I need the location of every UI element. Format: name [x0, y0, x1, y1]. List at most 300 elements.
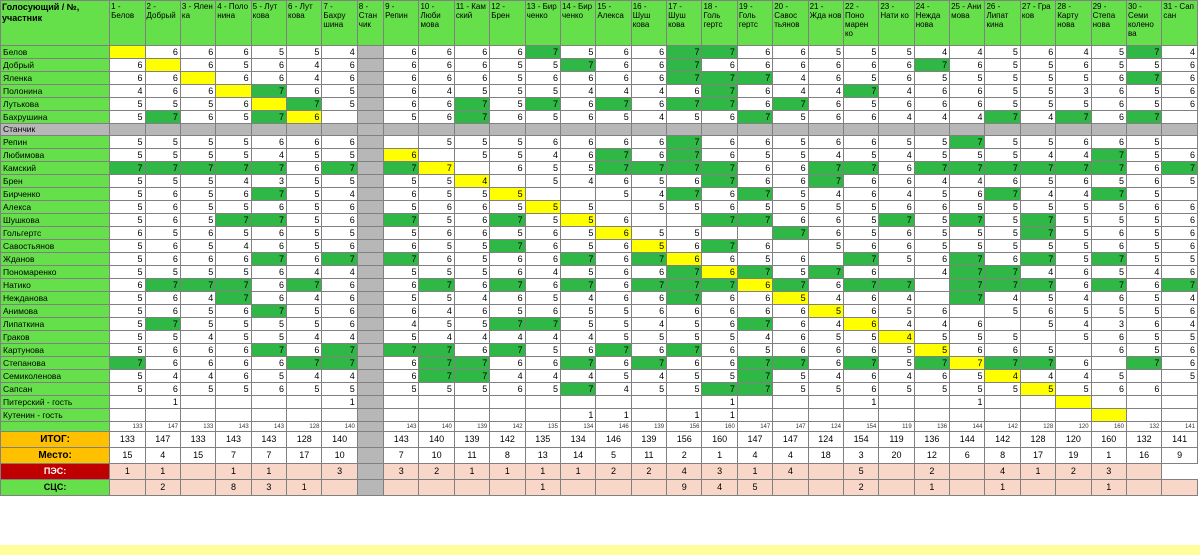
score-cell[interactable]: 5: [490, 136, 525, 149]
score-cell[interactable]: 5: [1126, 85, 1161, 98]
score-cell[interactable]: 5: [1126, 240, 1161, 253]
column-header[interactable]: 8 - Стан чик: [357, 1, 383, 46]
score-cell[interactable]: 4: [110, 85, 145, 98]
score-cell[interactable]: 6: [773, 59, 808, 72]
score-cell[interactable]: 5: [180, 318, 215, 331]
score-cell[interactable]: [357, 240, 383, 253]
score-cell[interactable]: 7: [914, 59, 949, 72]
score-cell[interactable]: 7: [216, 162, 251, 175]
score-cell[interactable]: 4: [631, 370, 666, 383]
score-cell[interactable]: 6: [560, 98, 595, 111]
score-cell[interactable]: 6: [702, 111, 737, 124]
score-cell[interactable]: 4: [1056, 149, 1091, 162]
score-cell[interactable]: 6: [737, 162, 772, 175]
score-cell[interactable]: 5: [667, 331, 702, 344]
score-cell[interactable]: 5: [1056, 214, 1091, 227]
score-cell[interactable]: 6: [808, 227, 843, 240]
score-cell[interactable]: 7: [737, 72, 772, 85]
score-cell[interactable]: 6: [419, 253, 454, 266]
score-cell[interactable]: 6: [737, 292, 772, 305]
score-cell[interactable]: 6: [322, 136, 357, 149]
score-cell[interactable]: [631, 124, 666, 136]
score-cell[interactable]: 5: [985, 331, 1020, 344]
score-cell[interactable]: 5: [216, 59, 251, 72]
score-cell[interactable]: 6: [251, 227, 286, 240]
score-cell[interactable]: [180, 396, 215, 409]
score-cell[interactable]: 7: [287, 98, 322, 111]
score-cell[interactable]: 4: [287, 72, 322, 85]
column-header[interactable]: 9 - Репин: [384, 1, 419, 46]
score-cell[interactable]: 5: [843, 227, 878, 240]
score-cell[interactable]: 5: [667, 370, 702, 383]
score-cell[interactable]: 7: [950, 136, 985, 149]
score-cell[interactable]: 7: [110, 357, 145, 370]
score-cell[interactable]: 5: [490, 98, 525, 111]
score-cell[interactable]: 5: [145, 331, 180, 344]
score-cell[interactable]: 6: [251, 240, 286, 253]
score-cell[interactable]: 6: [702, 305, 737, 318]
score-cell[interactable]: [110, 124, 145, 136]
score-cell[interactable]: [384, 396, 419, 409]
score-cell[interactable]: [1162, 111, 1198, 124]
score-cell[interactable]: 6: [1162, 85, 1198, 98]
score-cell[interactable]: 5: [490, 59, 525, 72]
score-cell[interactable]: 7: [322, 344, 357, 357]
score-cell[interactable]: 7: [216, 292, 251, 305]
column-header[interactable]: 26 - Липат кина: [985, 1, 1020, 46]
score-cell[interactable]: [1056, 409, 1091, 422]
score-cell[interactable]: 5: [1056, 305, 1091, 318]
score-cell[interactable]: 6: [1020, 46, 1055, 59]
score-cell[interactable]: 5: [985, 240, 1020, 253]
score-cell[interactable]: 6: [251, 136, 286, 149]
score-cell[interactable]: 4: [454, 175, 489, 188]
score-cell[interactable]: 4: [985, 292, 1020, 305]
score-cell[interactable]: 6: [145, 188, 180, 201]
column-header[interactable]: 29 - Степа нова: [1091, 1, 1126, 46]
score-cell[interactable]: 6: [631, 149, 666, 162]
score-cell[interactable]: 7: [1091, 253, 1126, 266]
score-cell[interactable]: 6: [950, 85, 985, 98]
score-cell[interactable]: 4: [1020, 370, 1055, 383]
score-cell[interactable]: 7: [490, 318, 525, 331]
score-cell[interactable]: 7: [950, 162, 985, 175]
score-cell[interactable]: 6: [216, 357, 251, 370]
score-cell[interactable]: [560, 396, 595, 409]
score-cell[interactable]: 4: [596, 85, 631, 98]
score-cell[interactable]: 5: [631, 383, 666, 396]
score-cell[interactable]: 6: [490, 46, 525, 59]
score-cell[interactable]: 5: [525, 85, 560, 98]
score-cell[interactable]: 4: [773, 72, 808, 85]
column-header[interactable]: 15 - Алекса: [596, 1, 631, 46]
score-cell[interactable]: [808, 396, 843, 409]
score-cell[interactable]: 6: [525, 253, 560, 266]
score-cell[interactable]: 4: [1056, 370, 1091, 383]
score-cell[interactable]: 6: [737, 175, 772, 188]
score-cell[interactable]: 6: [322, 318, 357, 331]
score-cell[interactable]: [950, 124, 985, 136]
score-cell[interactable]: 7: [454, 111, 489, 124]
score-cell[interactable]: 6: [702, 149, 737, 162]
score-cell[interactable]: 7: [985, 111, 1020, 124]
score-cell[interactable]: 5: [110, 136, 145, 149]
score-cell[interactable]: 6: [180, 344, 215, 357]
score-cell[interactable]: 6: [287, 111, 322, 124]
score-cell[interactable]: 4: [180, 370, 215, 383]
score-cell[interactable]: [631, 409, 666, 422]
score-cell[interactable]: 5: [773, 149, 808, 162]
score-cell[interactable]: 7: [879, 214, 914, 227]
score-cell[interactable]: 4: [914, 175, 949, 188]
column-header[interactable]: 24 - Нежда нова: [914, 1, 949, 46]
score-cell[interactable]: 6: [1162, 149, 1198, 162]
score-cell[interactable]: [950, 409, 985, 422]
score-cell[interactable]: 5: [110, 266, 145, 279]
score-cell[interactable]: 6: [287, 162, 322, 175]
score-cell[interactable]: [1162, 383, 1198, 396]
score-cell[interactable]: [1020, 409, 1055, 422]
score-cell[interactable]: [216, 409, 251, 422]
score-cell[interactable]: 5: [1162, 253, 1198, 266]
score-cell[interactable]: [560, 188, 595, 201]
score-cell[interactable]: 4: [287, 59, 322, 72]
score-cell[interactable]: 5: [667, 383, 702, 396]
score-cell[interactable]: 7: [702, 214, 737, 227]
score-cell[interactable]: [808, 253, 843, 266]
score-cell[interactable]: 7: [1091, 149, 1126, 162]
row-name[interactable]: Семиколенова: [1, 370, 110, 383]
score-cell[interactable]: 6: [322, 305, 357, 318]
score-cell[interactable]: [560, 124, 595, 136]
score-cell[interactable]: 5: [180, 214, 215, 227]
score-cell[interactable]: 4: [596, 383, 631, 396]
score-cell[interactable]: 7: [985, 279, 1020, 292]
score-cell[interactable]: 6: [384, 149, 419, 162]
score-cell[interactable]: 7: [1056, 162, 1091, 175]
score-cell[interactable]: 4: [419, 331, 454, 344]
score-cell[interactable]: [357, 175, 383, 188]
score-cell[interactable]: [322, 111, 357, 124]
score-cell[interactable]: 7: [251, 188, 286, 201]
score-cell[interactable]: 5: [843, 149, 878, 162]
score-cell[interactable]: [322, 409, 357, 422]
score-cell[interactable]: 5: [180, 175, 215, 188]
score-cell[interactable]: [1056, 344, 1091, 357]
score-cell[interactable]: 7: [702, 279, 737, 292]
score-cell[interactable]: 5: [287, 383, 322, 396]
score-cell[interactable]: 6: [808, 279, 843, 292]
score-cell[interactable]: 5: [1056, 383, 1091, 396]
score-cell[interactable]: 6: [950, 344, 985, 357]
score-cell[interactable]: [1091, 396, 1126, 409]
score-cell[interactable]: 6: [251, 72, 286, 85]
score-cell[interactable]: [490, 175, 525, 188]
score-cell[interactable]: 7: [667, 72, 702, 85]
score-cell[interactable]: [773, 240, 808, 253]
score-cell[interactable]: 5: [1126, 136, 1161, 149]
score-cell[interactable]: [490, 124, 525, 136]
score-cell[interactable]: 1: [596, 409, 631, 422]
score-cell[interactable]: 4: [322, 370, 357, 383]
score-cell[interactable]: 4: [287, 331, 322, 344]
score-cell[interactable]: 5: [985, 59, 1020, 72]
score-cell[interactable]: 5: [384, 175, 419, 188]
score-cell[interactable]: 4: [1162, 46, 1198, 59]
score-cell[interactable]: 5: [1020, 240, 1055, 253]
score-cell[interactable]: 4: [879, 188, 914, 201]
score-cell[interactable]: 5: [1056, 98, 1091, 111]
score-cell[interactable]: 5: [914, 331, 949, 344]
score-cell[interactable]: 6: [631, 98, 666, 111]
score-cell[interactable]: 6: [702, 266, 737, 279]
score-cell[interactable]: 5: [216, 111, 251, 124]
score-cell[interactable]: 6: [180, 253, 215, 266]
score-cell[interactable]: 5: [773, 370, 808, 383]
score-cell[interactable]: [879, 396, 914, 409]
score-cell[interactable]: 7: [251, 111, 286, 124]
score-cell[interactable]: 7: [560, 357, 595, 370]
score-cell[interactable]: 6: [631, 46, 666, 59]
score-cell[interactable]: 6: [322, 214, 357, 227]
column-header[interactable]: 14 - Бир ченко: [560, 1, 595, 46]
score-cell[interactable]: [357, 59, 383, 72]
score-cell[interactable]: 4: [384, 318, 419, 331]
score-cell[interactable]: 7: [384, 162, 419, 175]
score-cell[interactable]: [596, 201, 631, 214]
score-cell[interactable]: 4: [631, 85, 666, 98]
score-cell[interactable]: 7: [560, 253, 595, 266]
score-cell[interactable]: 5: [879, 136, 914, 149]
score-cell[interactable]: 5: [490, 85, 525, 98]
score-cell[interactable]: 7: [737, 188, 772, 201]
column-header[interactable]: 27 - Гра ков: [1020, 1, 1055, 46]
score-cell[interactable]: 7: [631, 162, 666, 175]
score-cell[interactable]: [737, 124, 772, 136]
score-cell[interactable]: 5: [1126, 344, 1161, 357]
score-cell[interactable]: 6: [667, 240, 702, 253]
score-cell[interactable]: 5: [596, 305, 631, 318]
score-cell[interactable]: 6: [1162, 344, 1198, 357]
score-cell[interactable]: [454, 409, 489, 422]
score-cell[interactable]: 4: [1056, 188, 1091, 201]
score-cell[interactable]: [357, 357, 383, 370]
score-cell[interactable]: 7: [525, 46, 560, 59]
score-cell[interactable]: [1126, 370, 1161, 383]
score-cell[interactable]: 6: [773, 46, 808, 59]
score-cell[interactable]: 7: [702, 85, 737, 98]
score-cell[interactable]: 6: [384, 188, 419, 201]
score-cell[interactable]: 6: [1091, 85, 1126, 98]
score-cell[interactable]: 6: [454, 59, 489, 72]
score-cell[interactable]: 6: [384, 357, 419, 370]
score-cell[interactable]: 1: [950, 396, 985, 409]
score-cell[interactable]: [110, 409, 145, 422]
score-cell[interactable]: 5: [145, 266, 180, 279]
score-cell[interactable]: 7: [525, 318, 560, 331]
score-cell[interactable]: 5: [985, 85, 1020, 98]
score-cell[interactable]: 7: [1162, 279, 1198, 292]
score-cell[interactable]: 5: [914, 188, 949, 201]
score-cell[interactable]: 5: [879, 383, 914, 396]
score-cell[interactable]: 5: [596, 318, 631, 331]
score-cell[interactable]: [384, 124, 419, 136]
column-header[interactable]: 1 - Белов: [110, 1, 145, 46]
score-cell[interactable]: 7: [145, 279, 180, 292]
score-cell[interactable]: 6: [1056, 175, 1091, 188]
column-header[interactable]: 4 - Поло нина: [216, 1, 251, 46]
score-cell[interactable]: 4: [216, 240, 251, 253]
score-cell[interactable]: [384, 136, 419, 149]
score-cell[interactable]: 5: [631, 227, 666, 240]
score-cell[interactable]: 7: [110, 162, 145, 175]
row-name[interactable]: Добрый: [1, 59, 110, 72]
score-cell[interactable]: 7: [1091, 162, 1126, 175]
score-cell[interactable]: 7: [950, 253, 985, 266]
score-cell[interactable]: 6: [843, 266, 878, 279]
score-cell[interactable]: 7: [737, 357, 772, 370]
score-cell[interactable]: 4: [1056, 46, 1091, 59]
score-cell[interactable]: 6: [985, 175, 1020, 188]
score-cell[interactable]: [251, 98, 286, 111]
score-cell[interactable]: 5: [216, 383, 251, 396]
score-cell[interactable]: 4: [454, 331, 489, 344]
score-cell[interactable]: 6: [322, 240, 357, 253]
score-cell[interactable]: 5: [384, 201, 419, 214]
score-cell[interactable]: 7: [419, 279, 454, 292]
score-cell[interactable]: [914, 409, 949, 422]
score-cell[interactable]: 7: [773, 357, 808, 370]
score-cell[interactable]: 7: [251, 214, 286, 227]
score-cell[interactable]: 6: [596, 292, 631, 305]
score-cell[interactable]: 5: [914, 136, 949, 149]
score-cell[interactable]: 6: [596, 279, 631, 292]
score-cell[interactable]: 7: [808, 266, 843, 279]
score-cell[interactable]: [180, 124, 215, 136]
score-cell[interactable]: 5: [287, 175, 322, 188]
score-cell[interactable]: 4: [914, 266, 949, 279]
score-cell[interactable]: 5: [914, 383, 949, 396]
score-cell[interactable]: 4: [525, 370, 560, 383]
score-cell[interactable]: [1126, 124, 1161, 136]
score-cell[interactable]: 6: [914, 253, 949, 266]
score-cell[interactable]: 6: [145, 253, 180, 266]
score-cell[interactable]: 7: [1020, 214, 1055, 227]
score-cell[interactable]: 5: [1126, 98, 1161, 111]
score-cell[interactable]: 4: [560, 175, 595, 188]
score-cell[interactable]: 6: [419, 201, 454, 214]
score-cell[interactable]: 6: [1126, 162, 1161, 175]
score-cell[interactable]: [322, 124, 357, 136]
score-cell[interactable]: 7: [560, 383, 595, 396]
score-cell[interactable]: 6: [419, 72, 454, 85]
score-cell[interactable]: 7: [985, 266, 1020, 279]
score-cell[interactable]: 5: [914, 149, 949, 162]
score-cell[interactable]: 7: [1126, 46, 1161, 59]
score-cell[interactable]: 6: [525, 240, 560, 253]
score-cell[interactable]: 6: [145, 72, 180, 85]
score-cell[interactable]: 5: [490, 149, 525, 162]
score-cell[interactable]: 5: [1091, 214, 1126, 227]
score-cell[interactable]: 7: [525, 98, 560, 111]
score-cell[interactable]: 5: [525, 201, 560, 214]
score-cell[interactable]: 4: [950, 111, 985, 124]
score-cell[interactable]: 5: [667, 227, 702, 240]
score-cell[interactable]: 7: [702, 383, 737, 396]
score-cell[interactable]: 6: [879, 98, 914, 111]
score-cell[interactable]: [1091, 357, 1126, 370]
score-cell[interactable]: 4: [490, 331, 525, 344]
score-cell[interactable]: 6: [490, 111, 525, 124]
score-cell[interactable]: [490, 396, 525, 409]
score-cell[interactable]: [357, 188, 383, 201]
score-cell[interactable]: 5: [843, 98, 878, 111]
score-cell[interactable]: 5: [287, 318, 322, 331]
score-cell[interactable]: 6: [702, 188, 737, 201]
score-cell[interactable]: 5: [1020, 292, 1055, 305]
score-cell[interactable]: [357, 46, 383, 59]
score-cell[interactable]: 6: [216, 46, 251, 59]
score-cell[interactable]: 6: [843, 383, 878, 396]
score-cell[interactable]: [1162, 188, 1198, 201]
score-cell[interactable]: 7: [914, 357, 949, 370]
score-cell[interactable]: [773, 409, 808, 422]
score-cell[interactable]: 4: [322, 331, 357, 344]
score-cell[interactable]: [287, 124, 322, 136]
score-cell[interactable]: [180, 72, 215, 85]
score-cell[interactable]: [525, 124, 560, 136]
score-cell[interactable]: 6: [737, 85, 772, 98]
score-cell[interactable]: [879, 124, 914, 136]
score-cell[interactable]: 6: [287, 253, 322, 266]
score-cell[interactable]: 5: [879, 253, 914, 266]
score-cell[interactable]: 5: [1162, 370, 1198, 383]
score-cell[interactable]: 5: [110, 240, 145, 253]
score-cell[interactable]: 7: [145, 318, 180, 331]
score-cell[interactable]: [110, 46, 145, 59]
score-cell[interactable]: 5: [843, 331, 878, 344]
score-cell[interactable]: 5: [180, 201, 215, 214]
score-cell[interactable]: 4: [808, 85, 843, 98]
row-name[interactable]: Кутенин - гость: [1, 409, 110, 422]
score-cell[interactable]: 5: [454, 266, 489, 279]
score-cell[interactable]: 6: [525, 357, 560, 370]
score-cell[interactable]: 7: [560, 279, 595, 292]
score-cell[interactable]: 7: [454, 357, 489, 370]
score-cell[interactable]: 6: [950, 318, 985, 331]
score-cell[interactable]: 7: [1020, 253, 1055, 266]
score-cell[interactable]: 6: [454, 305, 489, 318]
score-cell[interactable]: 5: [490, 72, 525, 85]
score-cell[interactable]: 5: [287, 201, 322, 214]
score-cell[interactable]: 5: [950, 149, 985, 162]
score-cell[interactable]: 4: [808, 149, 843, 162]
score-cell[interactable]: 6: [1126, 279, 1161, 292]
score-cell[interactable]: 7: [737, 111, 772, 124]
score-cell[interactable]: 7: [950, 214, 985, 227]
row-name[interactable]: Шушкова: [1, 214, 110, 227]
score-cell[interactable]: 6: [808, 72, 843, 85]
score-cell[interactable]: 4: [1056, 318, 1091, 331]
score-cell[interactable]: 7: [596, 98, 631, 111]
score-cell[interactable]: [1020, 124, 1055, 136]
score-cell[interactable]: 4: [1162, 318, 1198, 331]
score-cell[interactable]: 7: [808, 175, 843, 188]
score-cell[interactable]: 6: [843, 175, 878, 188]
score-cell[interactable]: 5: [985, 136, 1020, 149]
score-cell[interactable]: 4: [287, 292, 322, 305]
score-cell[interactable]: 6: [1162, 305, 1198, 318]
